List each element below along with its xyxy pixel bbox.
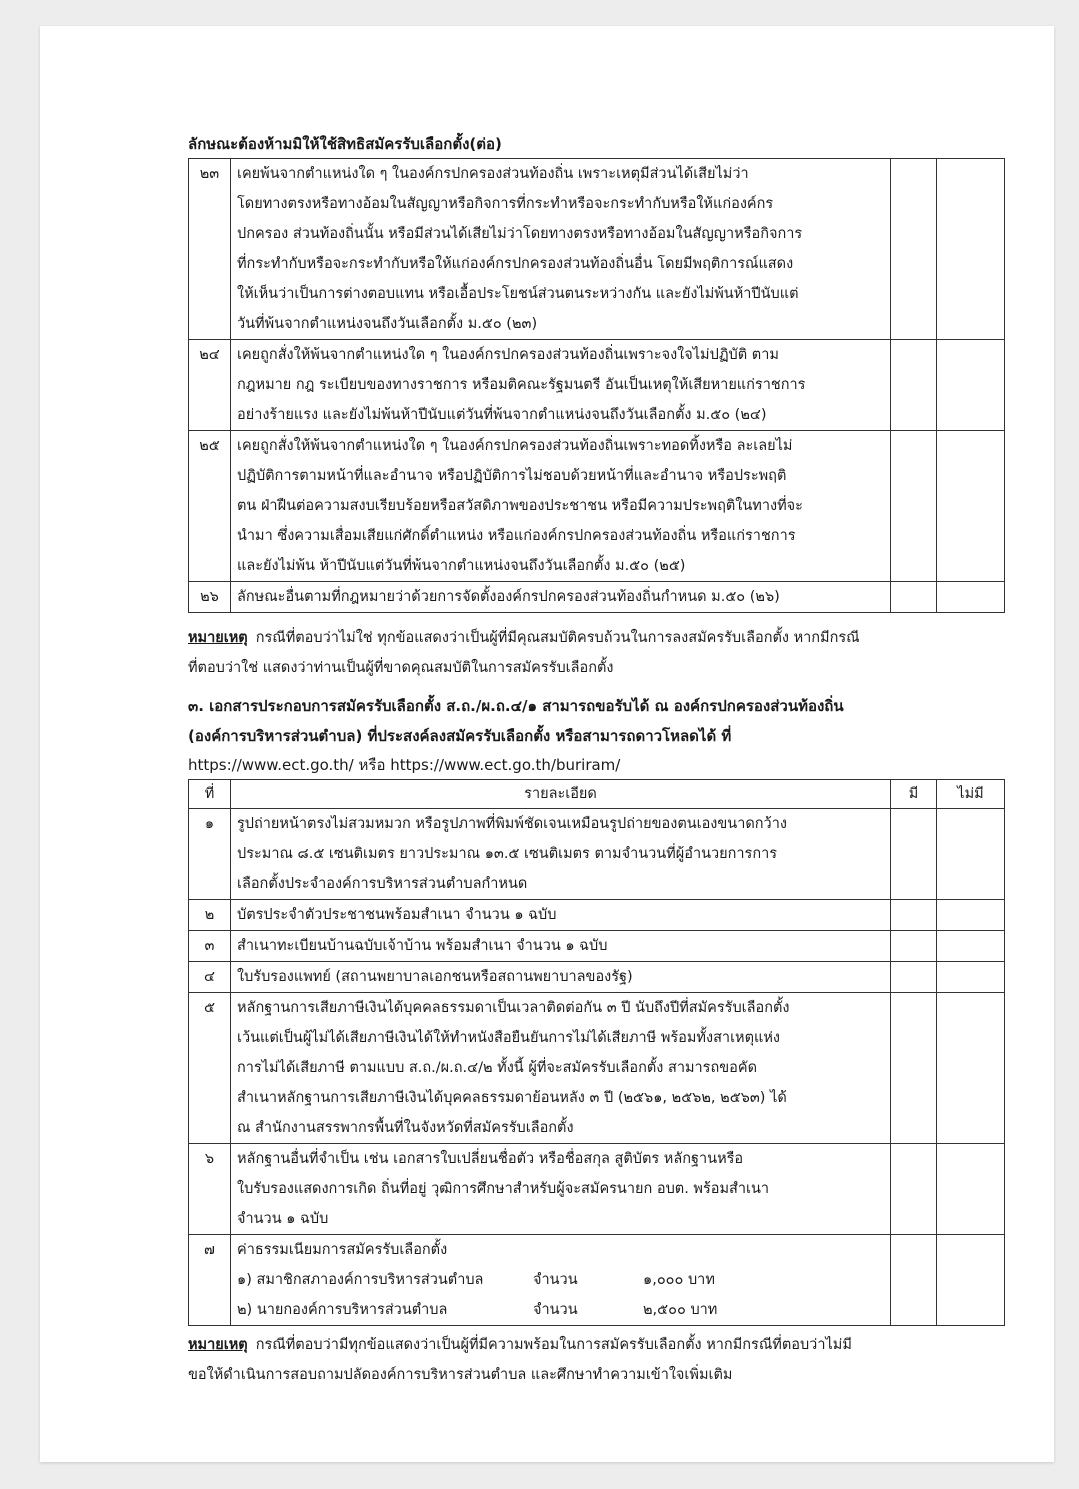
row-text-line: ตน ฝ่าฝืนต่อความสงบเรียบร้อยหรือสวัสดิภาพของประชาชน หรือมีความประพฤติในทางที่จะ bbox=[237, 498, 803, 514]
row-text-line: วันที่พ้นจากตำแหน่งจนถึงวันเลือกตั้ง ม.๕๐ (๒๓) bbox=[237, 316, 538, 332]
row-number: ๒๖ bbox=[200, 589, 219, 605]
table-row bbox=[189, 931, 1005, 962]
checkbox-cell-no[interactable] bbox=[937, 1235, 1005, 1326]
row-text-line: เคยพ้นจากตำแหน่งใด ๆ ในองค์กรปกครองส่วนท้องถิ่น เพราะเหตุมีส่วนได้เสียไม่ว่า bbox=[237, 166, 749, 182]
note-2 bbox=[188, 1330, 1008, 1390]
header-detail: รายละเอียด bbox=[231, 780, 891, 809]
checkbox-cell-yes[interactable] bbox=[891, 431, 937, 582]
row-text-line: เคยถูกสั่งให้พ้นจากตำแหน่งใด ๆ ในองค์กรปกครองส่วนท้องถิ่นเพราะจงใจไม่ปฏิบัติ ตาม bbox=[237, 347, 779, 363]
row-text-line: สำเนาทะเบียนบ้านฉบับเจ้าบ้าน พร้อมสำเนา จำนวน ๑ ฉบับ bbox=[237, 938, 608, 954]
fee-amount-label: จำนวน bbox=[533, 1272, 578, 1288]
note-text: ขอให้ดำเนินการสอบถามปลัดองค์การบริหารส่วนตำบล และศึกษาทำความเข้าใจเพิ่มเติม bbox=[188, 1367, 733, 1383]
section-3-title: ๓. เอกสารประกอบการสมัครรับเลือกตั้ง ส.ถ./ผ.ถ.๔/๑ สามารถขอรับได้ ณ องค์กรปกครองส่วนท้องถิ่น bbox=[188, 697, 844, 715]
header-yes: มี bbox=[891, 780, 937, 809]
checkbox-cell-no[interactable] bbox=[937, 431, 1005, 582]
row-number: ๒๔ bbox=[199, 347, 220, 363]
table-row bbox=[189, 340, 1005, 431]
row-text-line: และยังไม่พ้น ห้าปีนับแต่วันที่พ้นจากตำแหน่งจนถึงวันเลือกตั้ง ม.๕๐ (๒๕) bbox=[237, 558, 686, 574]
row-number: ๒๓ bbox=[199, 166, 220, 182]
row-text-line: หลักฐานอื่นที่จำเป็น เช่น เอกสารใบเปลี่ยนชื่อตัว หรือชื่อสกุล สูติบัตร หลักฐานหรือ bbox=[237, 1151, 744, 1167]
section-3-title-cont: (องค์การบริหารส่วนตำบล) ที่ประสงค์ลงสมัครรับเลือกตั้ง หรือสามารถดาวโหลดได้ ที่ bbox=[188, 727, 732, 745]
row-text-line: เคยถูกสั่งให้พ้นจากตำแหน่งใด ๆ ในองค์กรปกครองส่วนท้องถิ่นเพราะทอดทิ้งหรือ ละเลยไม่ bbox=[237, 438, 793, 454]
table-row bbox=[189, 993, 1005, 1144]
section-3 bbox=[188, 691, 1008, 779]
fee-amount: ๑,๐๐๐ บาท bbox=[643, 1272, 715, 1288]
checkbox-cell-no[interactable] bbox=[937, 340, 1005, 431]
row-text-line: จำนวน ๑ ฉบับ bbox=[237, 1211, 329, 1227]
disqualification-table bbox=[188, 158, 1005, 613]
row-text-line: โดยทางตรงหรือทางอ้อมในสัญญาหรือกิจการที่กระทำหรือจะกระทำกับหรือให้แก่องค์กร bbox=[237, 196, 774, 212]
row-text-line: เลือกตั้งประจำองค์การบริหารส่วนตำบลกำหนด bbox=[237, 876, 528, 892]
checkbox-cell-no[interactable] bbox=[937, 962, 1005, 993]
row-text-line: กฎหมาย กฎ ระเบียบของทางราชการ หรือมติคณะรัฐมนตรี อันเป็นเหตุให้เสียหายแก่ราชการ bbox=[237, 377, 806, 393]
table-row bbox=[189, 431, 1005, 582]
note-label: หมายเหตุ bbox=[188, 630, 248, 646]
checkbox-cell-yes[interactable] bbox=[891, 962, 937, 993]
row-text-line: บัตรประจำตัวประชาชนพร้อมสำเนา จำนวน ๑ ฉบับ bbox=[237, 907, 557, 923]
checkbox-cell-yes[interactable] bbox=[891, 931, 937, 962]
checkbox-cell-no[interactable] bbox=[937, 900, 1005, 931]
table-row bbox=[189, 1144, 1005, 1235]
header-no-have: ไม่มี bbox=[937, 780, 1005, 809]
checkbox-cell-no[interactable] bbox=[937, 809, 1005, 900]
table-row bbox=[189, 582, 1005, 613]
row-number: ๒๕ bbox=[199, 438, 220, 454]
row-number: ๑ bbox=[204, 816, 215, 832]
table-row bbox=[189, 809, 1005, 900]
note-label: หมายเหตุ bbox=[188, 1337, 248, 1353]
fee-item bbox=[237, 1295, 884, 1325]
row-text-line: อย่างร้ายแรง และยังไม่พ้นห้าปีนับแต่วันที่พ้นจากตำแหน่งจนถึงวันเลือกตั้ง ม.๕๐ (๒๔) bbox=[237, 407, 767, 423]
fee-amount: ๒,๕๐๐ บาท bbox=[643, 1302, 718, 1318]
fee-title: ค่าธรรมเนียมการสมัครรับเลือกตั้ง bbox=[237, 1242, 448, 1258]
document-page bbox=[40, 26, 1054, 1462]
row-text-line: รูปถ่ายหน้าตรงไม่สวมหมวก หรือรูปภาพที่พิมพ์ชัดเจนเหมือนรูปถ่ายของตนเองขนาดกว้าง bbox=[237, 816, 787, 832]
table-row bbox=[189, 900, 1005, 931]
fee-label: ๑) สมาชิกสภาองค์การบริหารส่วนตำบล bbox=[237, 1272, 484, 1288]
row-text-line: หลักฐานการเสียภาษีเงินได้บุคคลธรรมดาเป็นเวลาติดต่อกัน ๓ ปี นับถึงปีที่สมัครรับเลือกตั้ง bbox=[237, 1000, 790, 1016]
section-heading: ลักษณะต้องห้ามมิให้ใช้สิทธิสมัครรับเลือกตั้ง(ต่อ) bbox=[188, 135, 502, 153]
checkbox-cell-yes[interactable] bbox=[891, 340, 937, 431]
row-text-line: ใบรับรองแพทย์ (สถานพยาบาลเอกชนหรือสถานพยาบาลของรัฐ) bbox=[237, 969, 633, 985]
note-1 bbox=[188, 623, 1008, 683]
row-text-line: ให้เห็นว่าเป็นการต่างตอบแทน หรือเอื้อประโยชน์ส่วนตนระหว่างกัน และยังไม่พ้นห้าปีนับแต่ bbox=[237, 286, 799, 302]
checkbox-cell-no[interactable] bbox=[937, 931, 1005, 962]
row-number: ๗ bbox=[204, 1242, 215, 1258]
row-number: ๓ bbox=[204, 938, 215, 954]
checkbox-cell-yes[interactable] bbox=[891, 993, 937, 1144]
row-number: ๔ bbox=[204, 969, 215, 985]
fee-amount-label: จำนวน bbox=[533, 1302, 578, 1318]
table-row bbox=[189, 159, 1005, 340]
note-text: ที่ตอบว่าใช่ แสดงว่าท่านเป็นผู้ที่ขาดคุณสมบัติในการสมัครรับเลือกตั้ง bbox=[188, 660, 614, 676]
checkbox-cell-no[interactable] bbox=[937, 993, 1005, 1144]
header-no: ที่ bbox=[189, 780, 231, 809]
fee-label: ๒) นายกองค์การบริหารส่วนตำบล bbox=[237, 1302, 448, 1318]
checkbox-cell-yes[interactable] bbox=[891, 582, 937, 613]
documents-table bbox=[188, 779, 1005, 1326]
row-text-line: ลักษณะอื่นตามที่กฎหมายว่าด้วยการจัดตั้งองค์กรปกครองส่วนท้องถิ่นกำหนด ม.๕๐ (๒๖) bbox=[237, 589, 780, 605]
row-text-line: ประมาณ ๘.๕ เซนติเมตร ยาวประมาณ ๑๓.๕ เซนติเมตร ตามจำนวนที่ผู้อำนวยการการ bbox=[237, 846, 778, 862]
checkbox-cell-no[interactable] bbox=[937, 159, 1005, 340]
note-text: กรณีที่ตอบว่ามีทุกข้อแสดงว่าเป็นผู้ที่มีความพร้อมในการสมัครรับเลือกตั้ง หากมีกรณีที่ตอบว่าไม่มี bbox=[255, 1337, 852, 1353]
row-text-line: ใบรับรองแสดงการเกิด ถิ่นที่อยู่ วุฒิการศึกษาสำหรับผู้จะสมัครนายก อบต. พร้อมสำเนา bbox=[237, 1181, 770, 1197]
table-row bbox=[189, 962, 1005, 993]
note-text: กรณีที่ตอบว่าไม่ใช่ ทุกข้อแสดงว่าเป็นผู้ที่มีคุณสมบัติครบถ้วนในการลงสมัครรับเลือกตั้ง หากมีกรณี bbox=[255, 630, 860, 646]
row-text-line: เว้นแต่เป็นผู้ไม่ได้เสียภาษีเงินได้ให้ทำหนังสือยืนยันการไม่ได้เสียภาษี พร้อมทั้งสาเหตุแห่ง bbox=[237, 1030, 780, 1046]
checkbox-cell-yes[interactable] bbox=[891, 1144, 937, 1235]
document-content bbox=[188, 130, 1008, 1390]
checkbox-cell-yes[interactable] bbox=[891, 809, 937, 900]
row-number: ๖ bbox=[204, 1151, 215, 1167]
checkbox-cell-no[interactable] bbox=[937, 1144, 1005, 1235]
row-text-line: การไม่ได้เสียภาษี ตามแบบ ส.ถ./ผ.ถ.๔/๒ ทั้งนี้ ผู้ที่จะสมัครรับเลือกตั้ง สามารถขอคัด bbox=[237, 1060, 757, 1076]
row-text-line: นำมา ซึ่งความเสื่อมเสียแก่ศักดิ์ตำแหน่ง หรือแก่องค์กรปกครองส่วนท้องถิ่น หรือแก่ราชการ bbox=[237, 528, 796, 544]
checkbox-cell-yes[interactable] bbox=[891, 1235, 937, 1326]
row-text-line: ที่กระทำกับหรือจะกระทำกับหรือให้แก่องค์กรปกครองส่วนท้องถิ่นอื่น โดยมีพฤติการณ์แสดง bbox=[237, 256, 794, 272]
checkbox-cell-yes[interactable] bbox=[891, 900, 937, 931]
row-text-line: ปกครอง ส่วนท้องถิ่นนั้น หรือมีส่วนได้เสียไม่ว่าโดยทางตรงหรือทางอ้อมในสัญญาหรือกิจการ bbox=[237, 226, 803, 242]
row-number: ๕ bbox=[204, 1000, 215, 1016]
download-links[interactable]: https://www.ect.go.th/ หรือ https://www.ect.go.th/buriram/ bbox=[188, 756, 621, 774]
row-number: ๒ bbox=[204, 907, 215, 923]
checkbox-cell-yes[interactable] bbox=[891, 159, 937, 340]
row-text-line: ปฏิบัติการตามหน้าที่และอำนาจ หรือปฏิบัติการไม่ชอบด้วยหน้าที่และอำนาจ หรือประพฤติ bbox=[237, 468, 787, 484]
row-text-line: ณ สำนักงานสรรพากรพื้นที่ในจังหวัดที่สมัครรับเลือกตั้ง bbox=[237, 1120, 574, 1136]
checkbox-cell-no[interactable] bbox=[937, 582, 1005, 613]
table-row bbox=[189, 1235, 1005, 1326]
row-text-line: สำเนาหลักฐานการเสียภาษีเงินได้บุคคลธรรมดาย้อนหลัง ๓ ปี (๒๕๖๑, ๒๕๖๒, ๒๕๖๓) ได้ bbox=[237, 1090, 787, 1106]
fee-item bbox=[237, 1265, 884, 1295]
